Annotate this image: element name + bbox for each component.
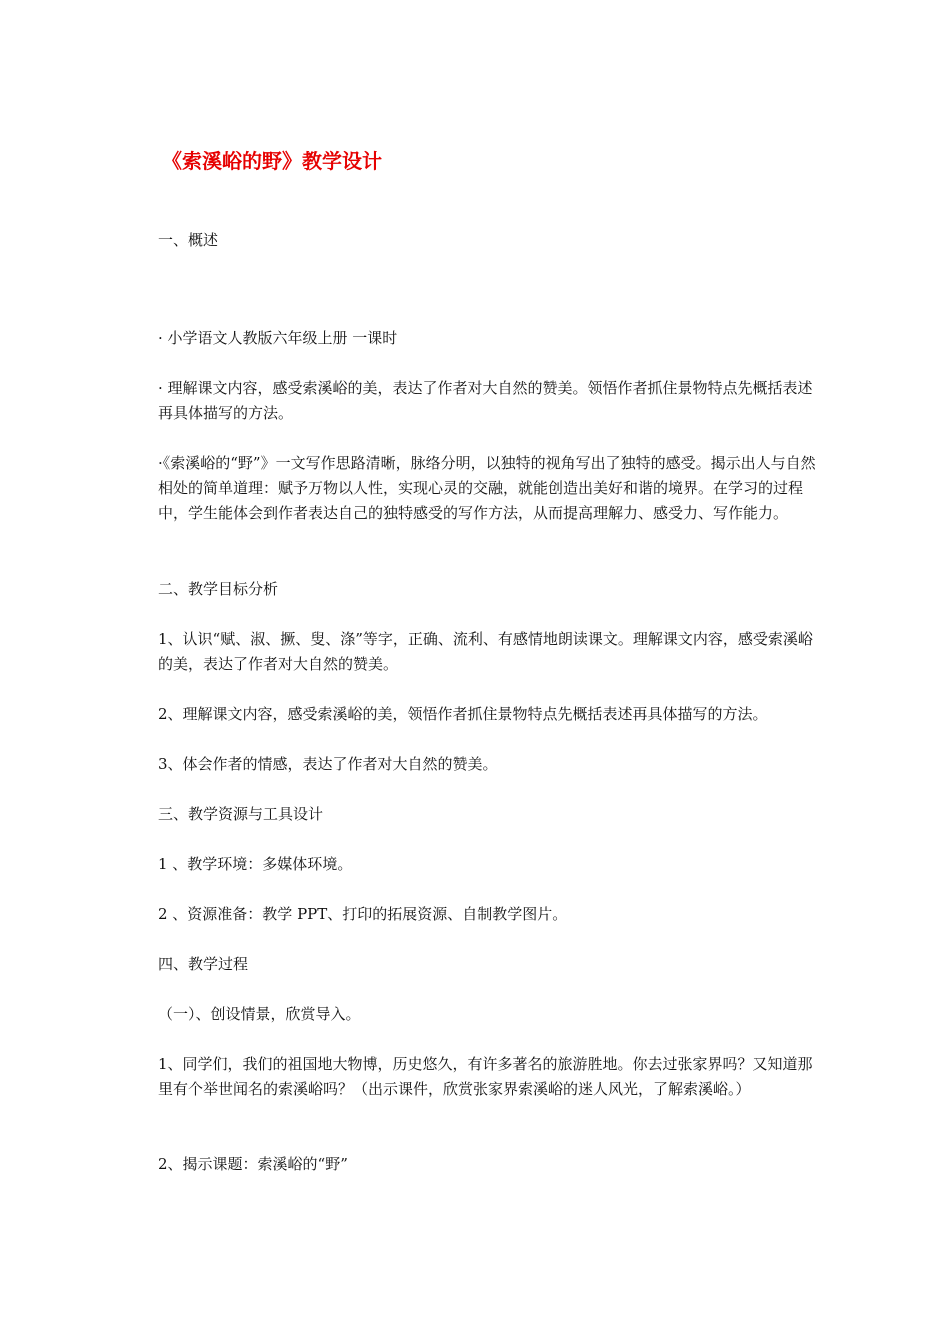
section-heading-goals: 二、教学目标分析 [158,580,279,598]
overview-course-info: · 小学语文人教版六年级上册 一课时 [158,329,398,347]
section-heading-overview: 一、概述 [158,231,219,249]
process-step-2: 2、揭示课题：索溪峪的“野” [158,1155,348,1173]
overview-objective: · 理解课文内容，感受索溪峪的美，表达了作者对大自然的赞美。领悟作者抓住景物特点先概括表述再具体描写的方法。 [158,379,813,422]
overview-text-analysis: ·《索溪峪的“野”》一文写作思路清晰，脉络分明，以独特的视角写出了独特的感受。揭示出人与自然相处的简单道理：赋予万物以人性，实现心灵的交融，就能创造出美好和谐的境界。在学习的过程中，学生能体会到作者表达自己的独特感受的写作方法，从而提高理解力、感受力、写作能力。 [158,454,816,522]
process-step-1: 1、同学们，我们的祖国地大物博，历史悠久，有许多著名的旅游胜地。你去过张家界吗？又知道那里有个举世闻名的索溪峪吗？（出示课件，欣赏张家界索溪峪的迷人风光，了解索溪峪。） [158,1055,813,1098]
goal-item-2: 2、理解课文内容，感受索溪峪的美，领悟作者抓住景物特点先概括表述再具体描写的方法。 [158,705,768,723]
process-step-heading: （一）、创设情景，欣赏导入。 [158,1005,361,1023]
section-heading-resources: 三、教学资源与工具设计 [158,805,324,823]
document-title: 《索溪峪的野》教学设计 [162,149,382,173]
resource-item-2: 2 、资源准备：教学 PPT、打印的拓展资源、自制教学图片。 [158,905,568,923]
section-heading-process: 四、教学过程 [158,955,249,973]
goal-item-1: 1、认识“赋、淑、撅、叟、涤”等字，正确、流利、有感情地朗读课文。理解课文内容，感受索溪峪的美，表达了作者对大自然的赞美。 [158,630,813,673]
resource-item-1: 1 、教学环境：多媒体环境。 [158,855,353,873]
goal-item-3: 3、体会作者的情感，表达了作者对大自然的赞美。 [158,755,498,773]
